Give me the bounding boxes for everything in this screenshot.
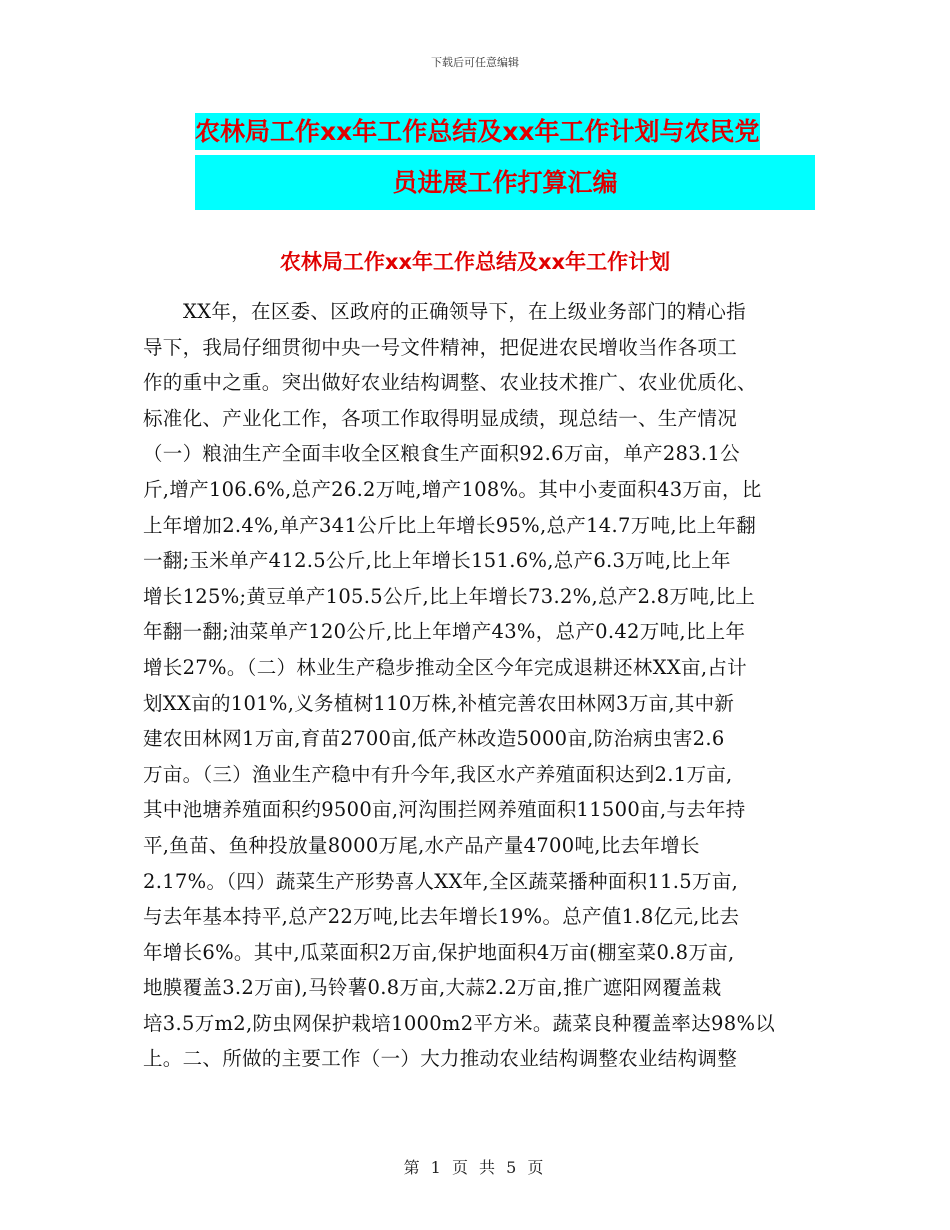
document-title (195, 108, 815, 210)
body-line: 导下，我局仔细贯彻中央一号文件精神，把促进农民增收当作各项工 (143, 335, 738, 359)
section-title: 农林局工作xx年工作总结及xx年工作计划 (279, 250, 671, 274)
body-line: 一翻;玉米单产412.5公斤,比上年增长151.6%,总产6.3万吨,比上年 (143, 549, 731, 573)
body-line: 建农田林网1万亩,育苗2700亩,低产林改造5000亩,防治病虫害2.6 (143, 727, 725, 751)
body-line: 上年增加2.4%,单产341公斤比上年增长95%,总产14.7万吨,比上年翻 (143, 513, 757, 537)
page-footer: 第 1 页 共 5 页 (403, 1158, 547, 1177)
body-line: 培3.5万m2,防虫网保护栽培1000m2平方米。蔬菜良种覆盖率达98%以 (143, 1011, 776, 1035)
body-line: 划XX亩的101%,义务植树110万株,补植完善农田林网3万亩,其中新 (143, 691, 735, 715)
document-title-line-1: 农林局工作xx年工作总结及xx年工作计划与农民党 (195, 113, 760, 150)
page-header-note: 下载后可任意编辑 (431, 56, 519, 69)
body-line: 与去年基本持平,总产22万吨,比去年增长19%。总产值1.8亿元,比去 (143, 905, 740, 929)
body-line: 2.17%。（四）蔬菜生产形势喜人XX年,全区蔬菜播种面积11.5万亩, (143, 869, 739, 893)
body-text (143, 294, 808, 1077)
body-line: 年增长6%。其中,瓜菜面积2万亩,保护地面积4万亩(棚室菜0.8万亩, (143, 940, 735, 964)
body-line: 万亩。（三）渔业生产稳中有升今年,我区水产养殖面积达到2.1万亩, (143, 762, 733, 786)
body-line: 地膜覆盖3.2万亩),马铃薯0.8万亩,大蒜2.2万亩,推广遮阳网覆盖栽 (143, 976, 722, 1000)
body-line: 增长27%。（二）林业生产稳步推动全区今年完成退耕还林XX亩,占计 (143, 655, 747, 679)
body-line: （一）粮油生产全面丰收全区粮食生产面积92.6万亩，单产283.1公 (143, 442, 740, 466)
document-title-line-2: 员进展工作打算汇编 (392, 164, 617, 201)
body-line: 年翻一翻;油菜单产120公斤,比上年增产43%，总产0.42万吨,比上年 (143, 620, 746, 644)
body-line: 作的重中之重。突出做好农业结构调整、农业技术推广、农业优质化、 (143, 371, 757, 395)
body-line: 其中池塘养殖面积约9500亩,河沟围拦网养殖面积11500亩,与去年持 (143, 798, 746, 822)
body-line: XX年，在区委、区政府的正确领导下，在上级业务部门的精心指 (183, 300, 746, 323)
body-line: 上。二、所做的主要工作（一）大力推动农业结构调整农业结构调整 (143, 1047, 738, 1071)
body-line: 斤,增产106.6%,总产26.2万吨,增产108%。其中小麦面积43万亩，比 (143, 477, 762, 501)
body-line: 标准化、产业化工作，各项工作取得明显成绩，现总结一、生产情况 (143, 406, 738, 430)
body-line: 平,鱼苗、鱼种投放量8000万尾,水产品产量4700吨,比去年增长 (143, 833, 700, 857)
body-line: 增长125%;黄豆单产105.5公斤,比上年增长73.2%,总产2.8万吨,比上 (143, 584, 756, 608)
